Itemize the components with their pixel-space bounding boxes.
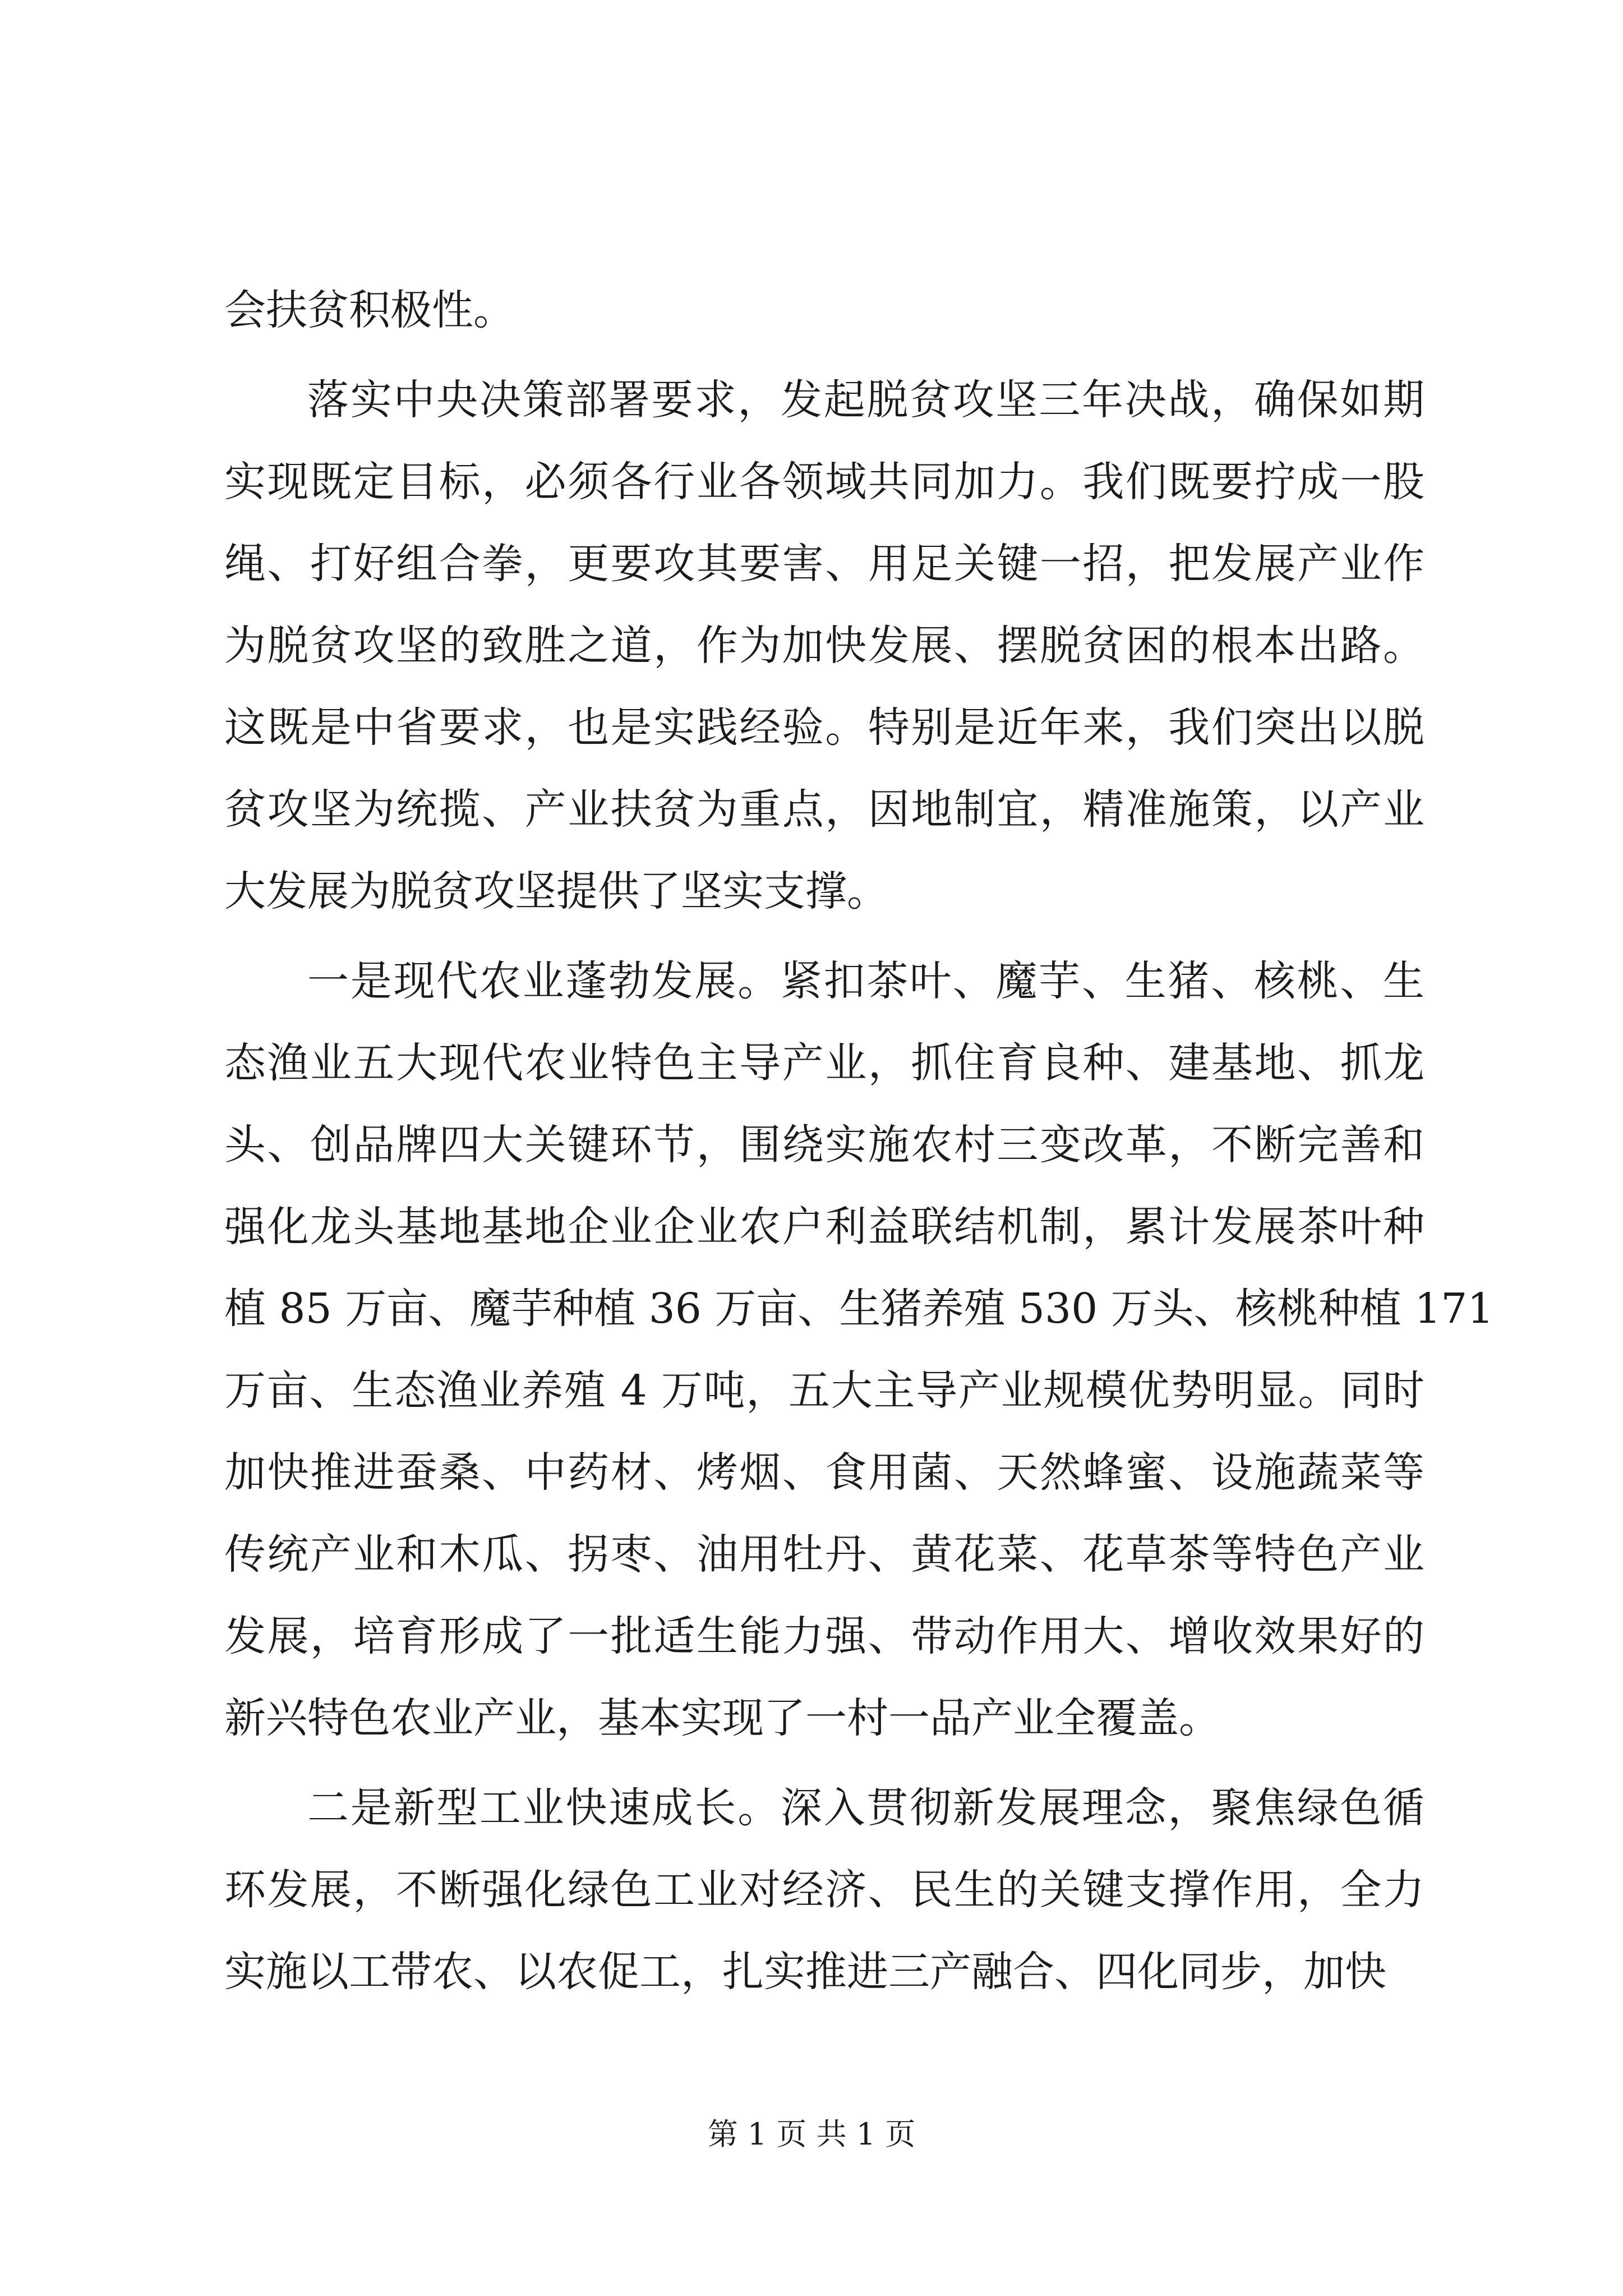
text-line: 大发展为脱贫攻坚提供了坚实支撑。 bbox=[224, 867, 888, 915]
text-line: 态渔业五大现代农业特色主导产业，抓住育良种、建基地、抓龙 bbox=[224, 1039, 1424, 1087]
paragraph bbox=[224, 359, 1424, 932]
paragraph-gap bbox=[224, 932, 1424, 940]
page-footer: 第 1 页 共 1 页 bbox=[707, 2116, 916, 2152]
text-line: 会扶贫积极性。 bbox=[224, 286, 515, 334]
paragraph-gap bbox=[224, 351, 1424, 359]
document-body bbox=[224, 269, 1494, 2013]
text-line: 为脱贫攻坚的致胜之道，作为加快发展、摆脱贫困的根本出路。 bbox=[224, 622, 1424, 670]
paragraph bbox=[224, 1767, 1424, 2013]
text-line: 这既是中省要求，也是实践经验。特别是近年来，我们突出以脱 bbox=[224, 703, 1424, 752]
text-line: 植 85 万亩、魔芋种植 36 万亩、生猪养殖 530 万头、核桃种植 171 bbox=[224, 1285, 1494, 1333]
paragraph-gap bbox=[224, 1759, 1424, 1767]
text-line: 落实中央决策部署要求，发起脱贫攻坚三年决战，确保如期 bbox=[307, 376, 1424, 424]
text-line: 加快推进蚕桑、中药材、烤烟、食用菌、天然蜂蜜、设施蔬菜等 bbox=[224, 1448, 1424, 1497]
text-line: 二是新型工业快速成长。深入贯彻新发展理念，聚焦绿色循 bbox=[307, 1784, 1424, 1832]
text-line: 贫攻坚为统揽、产业扶贫为重点，因地制宜，精准施策，以产业 bbox=[224, 785, 1424, 834]
paragraph bbox=[224, 940, 1494, 1759]
text-line: 实现既定目标，必须各行业各领域共同加力。我们既要拧成一股 bbox=[224, 458, 1424, 506]
text-line: 头、创品牌四大关键环节，围绕实施农村三变改革，不断完善和 bbox=[224, 1121, 1424, 1169]
text-line: 新兴特色农业产业，基本实现了一村一品产业全覆盖。 bbox=[224, 1694, 1220, 1742]
paragraph bbox=[224, 269, 1424, 351]
text-line: 万亩、生态渔业养殖 4 万吨，五大主导产业规模优势明显。同时 bbox=[224, 1366, 1424, 1415]
text-line: 发展，培育形成了一批适生能力强、带动作用大、增收效果好的 bbox=[224, 1612, 1424, 1660]
text-line: 传统产业和木瓜、拐枣、油用牡丹、黄花菜、花草茶等特色产业 bbox=[224, 1530, 1424, 1579]
text-line: 实施以工带农、以农促工，扎实推进三产融合、四化同步，加快 bbox=[224, 1948, 1386, 1996]
text-line: 环发展，不断强化绿色工业对经济、民生的关键支撑作用，全力 bbox=[224, 1866, 1424, 1914]
text-line: 强化龙头基地基地企业企业农户利益联结机制，累计发展茶叶种 bbox=[224, 1203, 1424, 1251]
text-line: 一是现代农业蓬勃发展。紧扣茶叶、魔芋、生猪、核桃、生 bbox=[307, 957, 1424, 1005]
text-line: 绳、打好组合拳，更要攻其要害、用足关键一招，把发展产业作 bbox=[224, 540, 1424, 588]
